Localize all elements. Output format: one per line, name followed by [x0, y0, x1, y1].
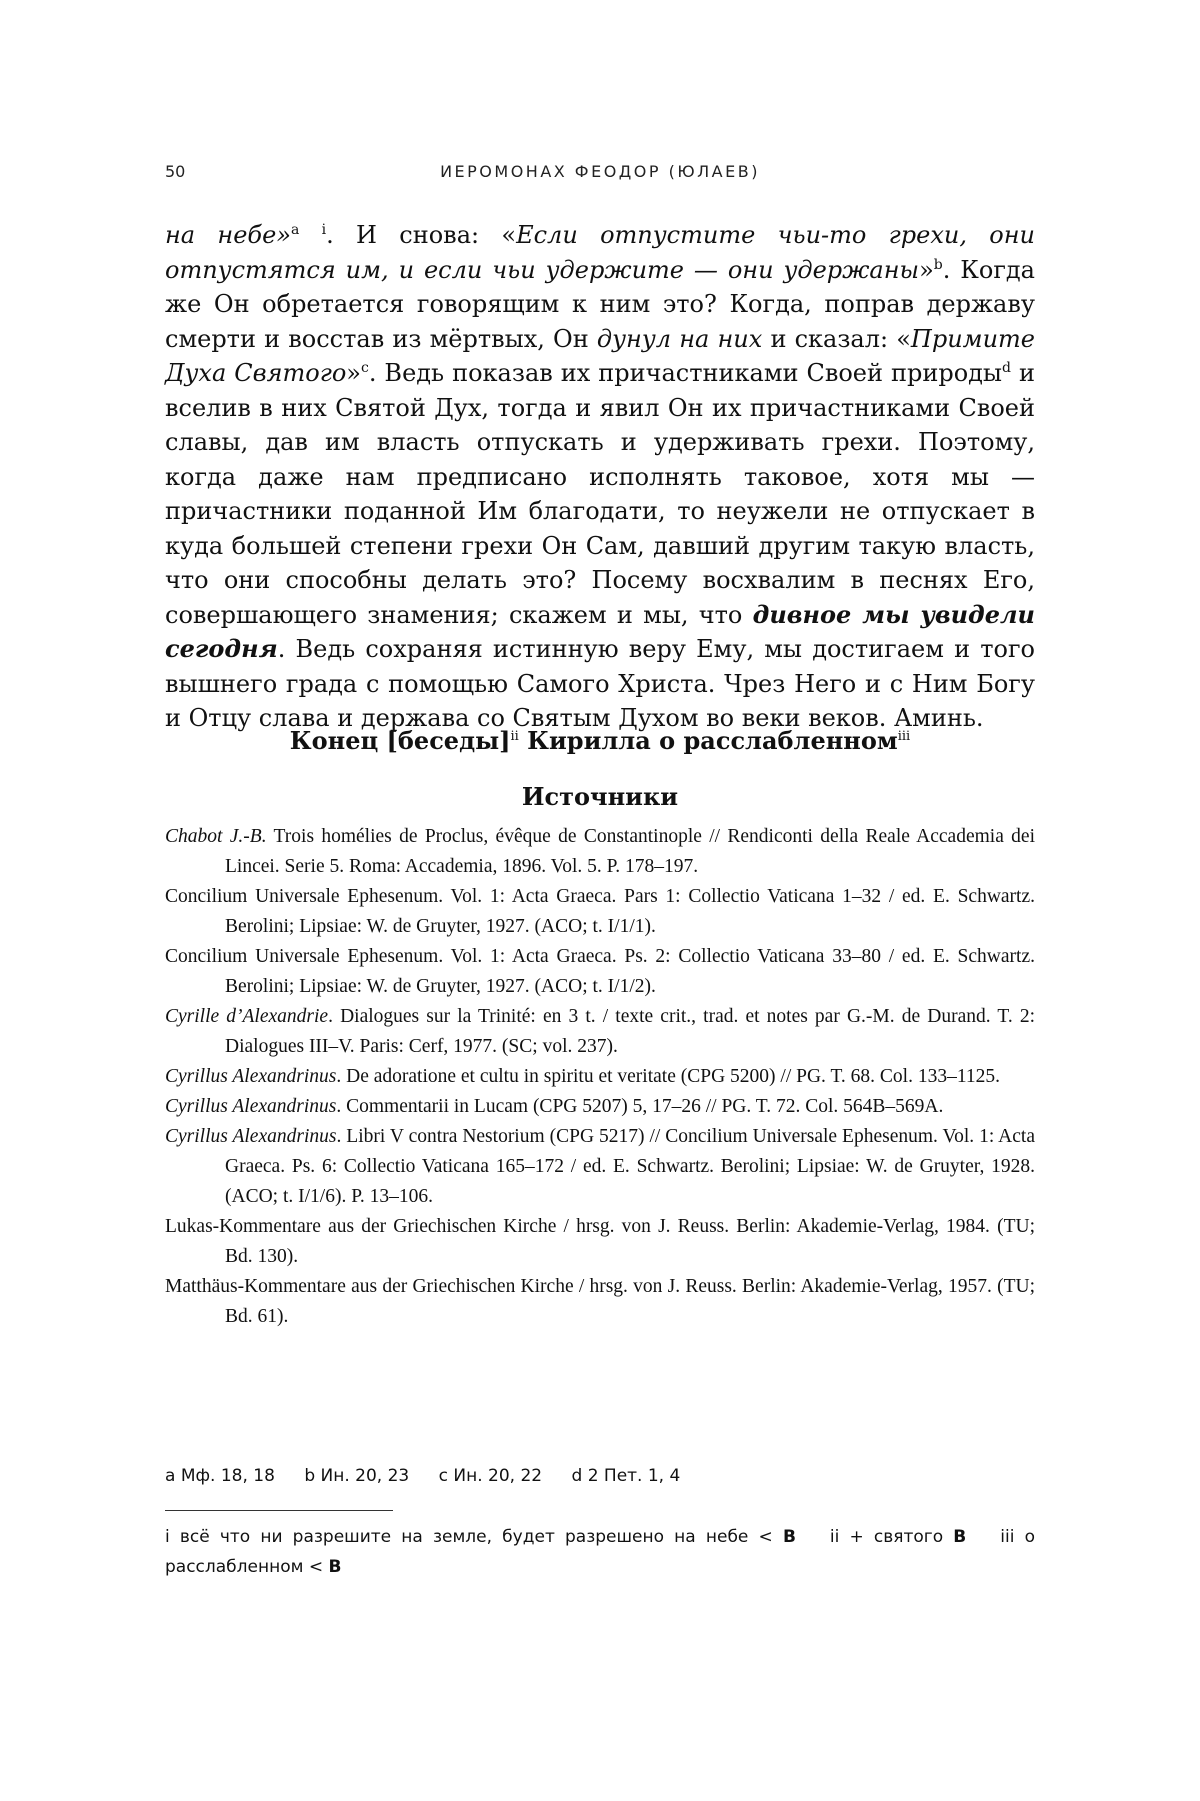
- text: и сказал: «: [762, 324, 911, 353]
- source-author: Cyrille d’Alexandrie: [165, 1006, 329, 1027]
- quote-italic: Если отпустите чьи-то грехи, они отпустятся им, и если чьи удержите — они удержаны: [165, 221, 1035, 284]
- footnote-ref-b[interactable]: b: [933, 256, 943, 273]
- source-author: Cyrillus Alexandrinus: [165, 1096, 337, 1117]
- source-text: Concilium Universale Ephesenum. Vol. 1: Acta Graeca. Pars 1: Collectio Vaticana 1–32 / ed. E. Schwartz. Berolini; Lipsiae: W. de Gruyter, 1927. (ACO; t. I/1/1).: [165, 886, 1035, 937]
- text: . Когда же Он обретается говорящим к ним это? Когда, поправ державу смерти и восстав из мёртвых, Он: [165, 255, 1035, 353]
- source-entry: [165, 1062, 1035, 1092]
- footnote-ref-i[interactable]: i: [321, 222, 327, 238]
- footnotes-letters: [165, 1466, 1035, 1486]
- bold-italic-quote: дивное мы увидели сегодня: [165, 599, 1035, 663]
- sources-heading: Источники: [521, 782, 679, 811]
- source-author: Cyrillus Alexandrinus: [165, 1126, 337, 1147]
- text: . Ведь показав их причастниками Своей природы: [368, 359, 1003, 387]
- footnote-a: a Мф. 18, 18: [165, 1466, 275, 1486]
- source-text: . De adoratione et cultu in spiritu et veritate (CPG 5200) // PG. T. 68. Col. 133–1125.: [336, 1066, 1000, 1087]
- text: »: [919, 255, 934, 284]
- source-text: Matthäus-Kommentare aus der Griechischen Kirche / hrsg. von J. Reuss. Berlin: Akademie-Verlag, 1957. (TU; Bd. 61).: [165, 1276, 1035, 1327]
- source-entry: [165, 822, 1035, 882]
- page-number: 50: [165, 162, 186, 181]
- text: »: [346, 359, 361, 387]
- source-text: Trois homélies de Proclus, évêque de Constantinople // Rendiconti della Reale Accademia dei Lincei. Serie 5. Roma: Accademia, 1896. Vol. 5. P. 178–197.: [225, 826, 1036, 877]
- source-entry: [165, 882, 1035, 942]
- footnote-ref-c[interactable]: c: [360, 360, 369, 376]
- footnote-ref-iii[interactable]: iii: [897, 729, 911, 744]
- source-text: . Commentarii in Lucam (CPG 5207) 5, 17–26 // PG. T. 72. Col. 564B–569A.: [336, 1096, 944, 1117]
- footnote-ref-d[interactable]: d: [1002, 360, 1012, 376]
- source-text: Lukas-Kommentare aus der Griechischen Kirche / hrsg. von J. Reuss. Berlin: Akademie-Verlag, 1984. (TU; Bd. 130).: [165, 1216, 1035, 1267]
- source-entry: [165, 1122, 1035, 1212]
- quote-italic: Примите Духа Святого: [165, 324, 1035, 387]
- source-entry: [165, 1212, 1035, 1272]
- paragraph: [165, 218, 1035, 736]
- siglum: B: [953, 1527, 967, 1547]
- source-text: . Dialogues sur la Trinité: en 3 t. / texte crit., trad. et notes par G.-M. de Durand. T. 2: Dialogues III–V. Paris: Cerf, 1977. (SC; vol. 237).: [225, 1006, 1035, 1057]
- siglum: B: [328, 1557, 342, 1577]
- source-entry: [165, 1272, 1035, 1332]
- quote-italic: дунул на них: [596, 324, 763, 353]
- siglum: B: [782, 1527, 796, 1547]
- footnotes-roman: [165, 1522, 1035, 1582]
- footnote-d: d 2 Пет. 1, 4: [571, 1466, 681, 1486]
- footnote-i: i всё что ни разрешите на земле, будет разрешено на небе <: [165, 1527, 783, 1547]
- section-end-heading: [165, 726, 1035, 755]
- sources-list: [165, 822, 1035, 1332]
- source-author: Cyrillus Alexandrinus: [165, 1066, 337, 1087]
- source-entry: [165, 1002, 1035, 1062]
- text: . Ведь сохраняя истинную веру Ему, мы достигаем и того вышнего града с помощью Самого Христа. Чрез Него и с Ним Богу и Отцу слава и держава со Святым Духом во веки веков. Аминь.: [165, 635, 1035, 732]
- source-author: Chabot J.-B.: [165, 826, 267, 847]
- heading-text: Кирилла о расслабленном: [518, 726, 898, 755]
- source-entry: [165, 942, 1035, 1002]
- running-title: ИЕРОМОНАХ ФЕОДОР (ЮЛАЕВ): [440, 162, 760, 181]
- source-text: Concilium Universale Ephesenum. Vol. 1: Acta Graeca. Ps. 2: Collectio Vaticana 33–80 / ed. E. Schwartz. Berolini; Lipsiae: W. de Gruyter, 1927. (ACO; t. I/1/2).: [165, 946, 1035, 997]
- footnote-b: b Ин. 20, 23: [304, 1466, 410, 1486]
- heading-text: Конец [беседы]: [289, 726, 511, 755]
- footnote-divider: [165, 1510, 393, 1511]
- text: и вселив в них Святой Дух, тогда и явил Он их причастниками Своей славы, дав им власть отпускать и удерживать грехи. Поэтому, когда даже нам предписано исполнять таковое, хотя мы — причастники поданной Им благодати, то неужели не отпускает в куда большей степени грехи Он Сам, давший другим такую власть, что они способны делать это? Посему восхвалим в песнях Его, совершающего знамения; скажем и мы, что: [165, 359, 1035, 629]
- footnote-ii: ii + святого: [829, 1527, 954, 1547]
- main-text: [165, 218, 1035, 736]
- quote-italic: на небе»: [165, 221, 291, 249]
- footnote-iii: iii о расслабленном <: [165, 1527, 1035, 1577]
- source-text: . Libri V contra Nestorium (CPG 5217) // Concilium Universale Ephesenum. Vol. 1: Acta Graeca. Ps. 6: Collectio Vaticana 165–172 / ed. E. Schwartz. Berolini; Lipsiae: W. de Gruyter, 1928. (ACO; t. I/1/6). P. 13–106.: [225, 1126, 1035, 1207]
- footnote-ref-a[interactable]: a: [290, 222, 300, 238]
- footnote-c: c Ин. 20, 22: [438, 1466, 543, 1486]
- text: . И снова: «: [326, 221, 517, 249]
- footnote-ref-ii[interactable]: ii: [510, 729, 519, 744]
- source-entry: [165, 1092, 1035, 1122]
